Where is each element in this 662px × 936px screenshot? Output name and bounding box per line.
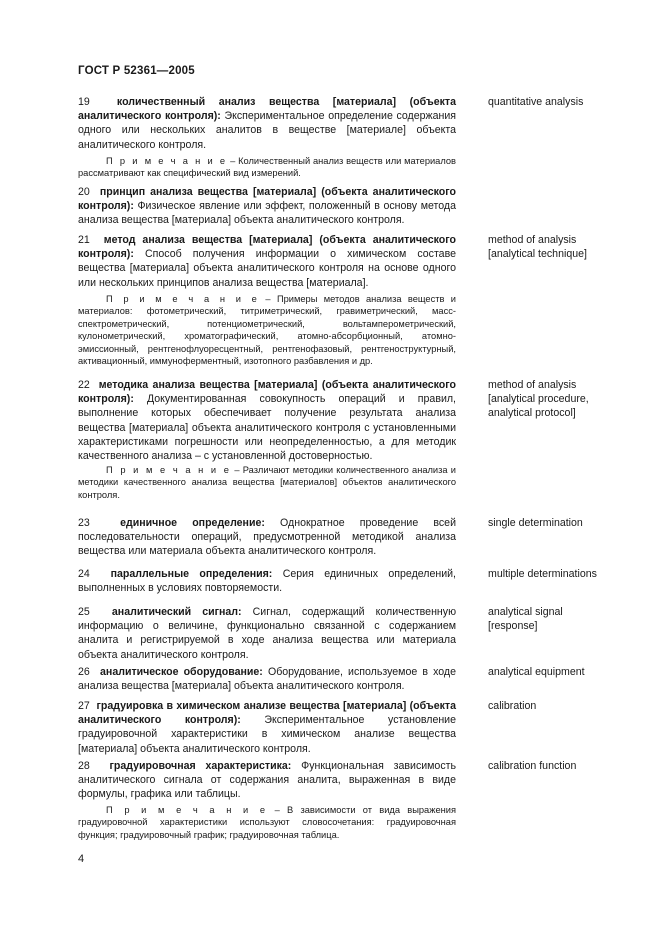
term-definition: Физическое явление или эффект, положенный в основу метода анализа вещества [материала] объекта аналитического контроля. xyxy=(78,200,456,227)
term-title: градуировочная характеристика: xyxy=(109,760,292,772)
term-title: параллельные определения: xyxy=(110,568,273,580)
term-entry-26: 26 аналитическое оборудование: Оборудование, используемое в ходе анализа вещества [материала] объекта аналитического контроля. xyxy=(78,666,457,693)
term-definition: Сигнал, содержащий количественную информацию о величине, функционально связанной с содержанием аналита и регистрируемой в ходе анализа вещества или материала объекта аналитического контроля. xyxy=(78,606,457,661)
term-definition: Документированная совокупность операций и правил, выполнение которых обеспечивает получение результата анализа вещества [материала] объекта аналитического контроля с установленными характеристиками погрешности или неопределенностью, а для методик качественного анализа – с установленной достоверностью. xyxy=(78,393,456,463)
term-entry-27: 27 градуировка в химическом анализе вещества [материала] (объекта аналитического контроля): Экспериментальное установление градуировочной характеристики в химическом анализе вещества [материала] объекта аналитического контроля. xyxy=(78,700,457,755)
term-entry-21: 21 метод анализа вещества [материала] (объекта аналитического контроля): Способ получения информации о химическом составе вещества [материала] объекта аналитического контроля на основе одного или нескольких принципов анализа вещества [материала]. xyxy=(78,234,457,289)
term-entry-22: 22 методика анализа вещества [материала] (объекта аналитического контроля): Документированная совокупность операций и правил, выполнение которых обеспечивает получение результата анализа вещества [материала] объекта аналитического контроля с установленными характеристиками погрешности или неопределенностью, а для методик качественного анализа – с установленной достоверностью. xyxy=(78,379,456,463)
english-equivalent-26: analytical equipment xyxy=(488,666,585,678)
note-28: П р и м е ч а н и е – В зависимости от вида выражения градуировочной характеристики используют словосочетания: градуировочная функция; градуировочный график; градуировочная таблица. xyxy=(78,805,456,840)
term-title: количественный анализ вещества [материала] (объекта аналитического контроля): xyxy=(78,96,456,123)
term-definition: Оборудование, используемое в ходе анализа вещества [материала] объекта аналитического контроля. xyxy=(78,666,457,693)
term-definition: Способ получения информации о химическом составе вещества [материала] объекта аналитического контроля на основе одного или нескольких принципов анализа вещества [материала]. xyxy=(78,248,456,289)
term-title: принцип анализа вещества [материала] (объекта аналитического контроля): xyxy=(78,186,456,213)
english-equivalent-19: quantitative analysis xyxy=(488,96,584,108)
english-equivalent-25: analytical signal [response] xyxy=(488,606,563,633)
term-entry-23: 23 единичное определение: Однократное проведение всей последовательности операций, предусмотренной методикой анализа вещества или материала объекта аналитического контроля. xyxy=(78,517,456,558)
note-19: П р и м е ч а н и е – Количественный анализ веществ или материалов рассматривают как специфический вид измерений. xyxy=(78,156,456,179)
term-definition: Экспериментальное установление градуировочной характеристики в химическом анализе вещества [материала] объекта аналитического контроля. xyxy=(78,714,456,755)
term-definition: Функциональная зависимость аналитического сигнала от содержания аналита, выраженная в виде формулы, графика или таблицы. xyxy=(78,760,456,801)
term-entry-24: 24 параллельные определения: Серия единичных определений, выполненных в условиях повторяемости. xyxy=(78,568,456,595)
term-entry-19: 19 количественный анализ вещества [материала] (объекта аналитического контроля): Экспериментальное определение содержания одного или нескольких аналитов в веществе [материале] объекта аналитического контроля. xyxy=(78,96,456,151)
english-equivalent-24: multiple determinations xyxy=(488,568,597,580)
term-entry-25: 25 аналитический сигнал: Сигнал, содержащий количественную информацию о величине, функционально связанной с содержанием аналита и регистрируемой в ходе анализа вещества или материала объекта аналитического контроля. xyxy=(78,606,457,661)
term-definition: Экспериментальное определение содержания одного или нескольких аналитов в веществе [материале] объекта аналитического контроля. xyxy=(78,110,456,151)
english-equivalent-23: single determination xyxy=(488,517,583,529)
note-22: П р и м е ч а н и е – Различают методики количественного анализа и методики качественного анализа вещества [материалов] объектов аналитического контроля. xyxy=(78,465,456,500)
note-21: П р и м е ч а н и е – Примеры методов анализа веществ и материалов: фотометрический, титриметрический, гравиметрический, масс-спектрометрический, потенциометрический, вольтамперометрический, кулонометрический, хроматографический, атомно-абсорбционный, атомно-эмиссионный, рентгенофлуоресцентный, рентгенофазовый, рентгеноструктурный, активационный, иммуноферментный, изотопного разбавления и др. xyxy=(78,294,456,367)
term-title: аналитическое оборудование: xyxy=(100,666,263,678)
term-title: методика анализа вещества [материала] (объекта аналитического контроля): xyxy=(78,379,456,406)
english-equivalent-28: calibration function xyxy=(488,760,577,772)
term-definition: Однократное проведение всей последовательности операций, предусмотренной методикой анализа вещества или материала объекта аналитического контроля. xyxy=(78,517,456,558)
term-title: метод анализа вещества [материала] (объекта аналитического контроля): xyxy=(78,234,457,261)
term-entry-20: 20 принцип анализа вещества [материала] (объекта аналитического контроля): Физическое явление или эффект, положенный в основу метода анализа вещества [материала] объекта аналитического контроля. xyxy=(78,186,456,227)
english-equivalent-27: calibration xyxy=(488,700,537,712)
term-definition: Серия единичных определений, выполненных в условиях повторяемости. xyxy=(78,568,456,595)
page-number: 4 xyxy=(78,853,85,865)
english-equivalent-21: method of analysis [analytical technique] xyxy=(488,234,587,261)
english-equivalent-22: method of analysis [analytical procedure, analytical protocol] xyxy=(488,379,589,420)
page-header: ГОСТ Р 52361—2005 xyxy=(78,65,195,77)
term-title: градуировка в химическом анализе вещества [материала] (объекта аналитического контроля): xyxy=(78,700,457,727)
term-title: аналитический сигнал: xyxy=(111,606,242,618)
term-title: единичное определение: xyxy=(120,517,265,529)
term-entry-28: 28 градуировочная характеристика: Функциональная зависимость аналитического сигнала от содержания аналита, выраженная в виде формулы, графика или таблицы. xyxy=(78,760,456,801)
